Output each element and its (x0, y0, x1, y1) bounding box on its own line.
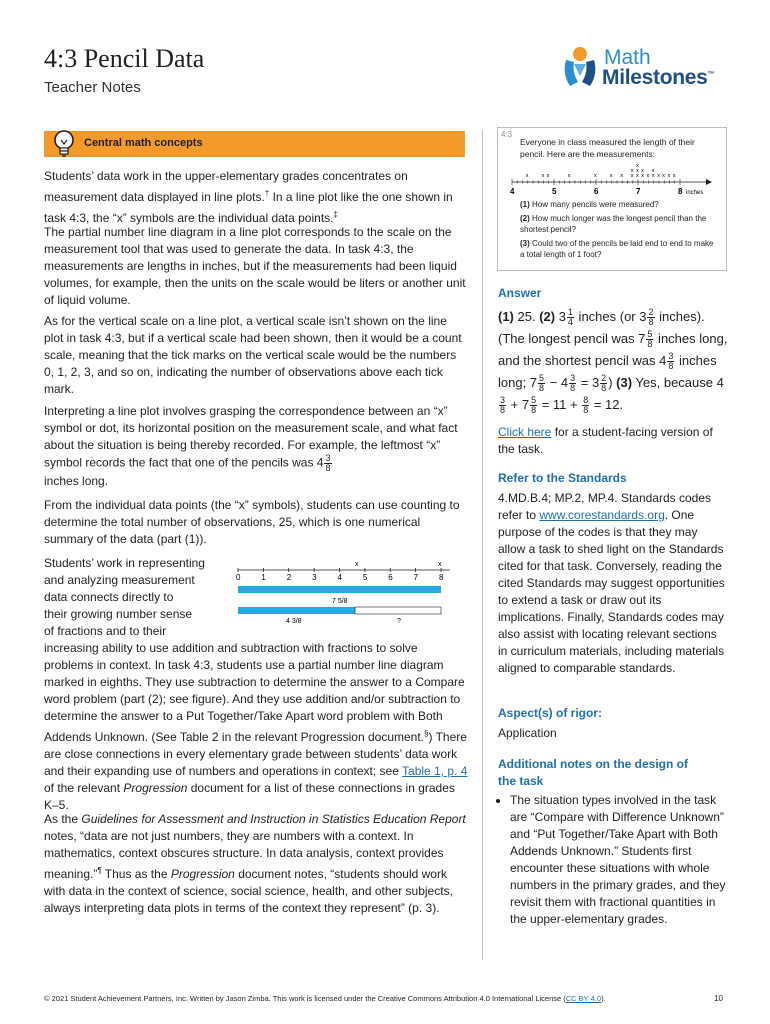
math-milestones-logo (560, 44, 730, 94)
footnote-mark-dagger: † (264, 189, 270, 198)
p7-emphasis-guidelines: Guidelines for Assessment and Instruction in Statistics Education Report (81, 812, 466, 826)
fraction-numerator: 3 (325, 453, 331, 463)
fraction-denominator: 8 (570, 383, 576, 394)
line-plot-x-mark: x (630, 173, 634, 179)
line-plot-x-mark: x (567, 173, 571, 179)
fraction (530, 396, 537, 415)
p6-text-b: ) There are close connections in every elementary grade between students’ data work and their expanding use of numbers and operations in context; see (44, 730, 467, 778)
figure-mark: x (355, 561, 359, 568)
answer-text: − 4 (546, 375, 569, 390)
line-plot-x-mark: x (630, 168, 634, 174)
fraction-denominator: 8 (647, 339, 653, 350)
line-plot-x-mark: x (636, 173, 639, 179)
line-plot-x-mark: x (636, 163, 639, 169)
central-concepts-label: Central math concepts (84, 137, 203, 149)
figure-tick-label: 5 (362, 573, 368, 582)
fraction-denominator: 8 (539, 383, 545, 394)
q2-text: How much longer was the longest pencil than the shortest pencil? (520, 214, 707, 234)
fraction-denominator: 8 (601, 383, 607, 394)
figure-mark: x (438, 561, 442, 568)
line-plot-x-mark: x (620, 173, 623, 179)
figure-tick-label: 4 (337, 573, 342, 582)
fraction-numerator: 2 (601, 373, 607, 384)
student-version-link[interactable]: Click here (498, 425, 552, 439)
task-question-2 (520, 213, 720, 235)
footer-end: ). (601, 994, 606, 1003)
body-paragraph-1 (44, 168, 468, 227)
p6-text-d: document for a list of these connections in grades K–5. (44, 781, 455, 812)
figure-tick-label: 1 (261, 573, 266, 582)
answer-text: inches long; 7 (498, 353, 717, 390)
rigor-heading: Aspect(s) of rigor: (498, 706, 603, 720)
figure-tick-label: 2 (286, 573, 292, 582)
p1-text-b: In a line plot like the one shown in task 4:3, the “x” symbols are the individual data points. (44, 190, 453, 225)
figure-bar2-label: 4 3/8 (286, 618, 302, 625)
line-plot-x-mark: x (672, 173, 676, 179)
line-plot-ticks (510, 179, 683, 196)
answer-text: ) (608, 375, 617, 390)
fraction-denominator: 8 (531, 405, 537, 416)
p6-line: of fractions and to their (44, 624, 167, 638)
p6-line: Students’ work in representing (44, 556, 205, 570)
answer-text: = 12. (590, 397, 624, 412)
logo-word-math: Math (604, 46, 651, 69)
page-title: 4:3 Pencil Data (44, 44, 205, 73)
student-version-text: for a student-facing version of the task. (498, 425, 713, 456)
p6-line: and analyzing measurement (44, 573, 195, 587)
fraction-numerator: 3 (570, 373, 576, 384)
line-plot-x-mark: x (594, 173, 597, 179)
line-plot-x-mark: x (546, 173, 550, 179)
compare-bar-figure (232, 560, 457, 632)
figure-bar-shortest (238, 607, 355, 614)
line-plot-x-mark: x (525, 173, 529, 179)
fraction-numerator: 3 (500, 395, 506, 406)
standards-text-b: . One purpose of the codes is that they may allow a task to shed light on the Standards cited for that task. Conversely, reading the cited Standards may suggest opportunities to extend a task or draw out its implications. Finally, Standards codes may also assist with locating relevant sections in curriculum materials, including materials aligned to comparable standards. (498, 508, 725, 675)
axis-unit-label: inches (686, 190, 704, 196)
page-subtitle: Teacher Notes (44, 79, 141, 96)
line-plot-x-mark: x (609, 173, 613, 179)
body-paragraph-2: The partial number line diagram in a line plot corresponds to the scale on the measurement tool that was used to generate the data. In task 4:3, the measurements are lengths in inches, but if the measurements had been liquid volumes, for example, then the units on the scale would be liters or another unit of liquid volume. (44, 225, 466, 307)
rigor-text: Application (498, 726, 557, 740)
answer-text (498, 306, 730, 416)
fraction (667, 352, 674, 371)
line-plot-x-mark: x (657, 173, 660, 179)
line-plot-dots (526, 163, 676, 179)
line-plot-x-mark: x (651, 173, 655, 179)
line-plot-x-mark: x (636, 168, 639, 174)
fraction (569, 374, 576, 393)
q3-number: (3) (520, 239, 530, 248)
answer-part-3: (3) (616, 375, 633, 390)
figure-tick-label: 3 (312, 573, 317, 582)
task-question-1 (520, 199, 720, 210)
p7-text-b: notes, “data are not just numbers, they are numbers with a context. In mathematics, context obscures structure. In data analysis, context provides meaning.” (44, 829, 444, 881)
fraction-numerator: 1 (567, 307, 573, 318)
body-paragraph-6-wrapped-lines (44, 555, 224, 640)
p7-text-c: Thus as the (101, 867, 171, 881)
task-number: 4:3 (501, 130, 513, 139)
body-paragraph-7 (44, 811, 468, 917)
figure-tick-label: 8 (439, 573, 444, 582)
answer-part-2: (2) (539, 309, 556, 324)
p1-text-a: Students’ data work in the upper-elementary grades concentrates on measurement data displayed in line plots. (44, 169, 408, 204)
line-plot-x-mark: x (641, 168, 644, 174)
central-concepts-bar (44, 131, 465, 157)
body-paragraph-6-rest (44, 640, 468, 814)
task-line-plot (506, 162, 724, 198)
fraction-denominator: 4 (567, 317, 573, 328)
line-plot-tick-label: 8 (678, 187, 683, 196)
p6-line: data connects directly to (44, 590, 174, 604)
fraction (567, 308, 574, 327)
figure-tick-label: 0 (236, 573, 241, 582)
fraction-numerator: 5 (647, 329, 653, 340)
answer-text: + 7 (507, 397, 530, 412)
line-plot-x-mark: x (641, 173, 644, 179)
fraction-numerator: 5 (539, 373, 545, 384)
answer-text: inches). (The longest pencil was 7 (498, 309, 705, 346)
answer-heading: Answer (498, 286, 542, 300)
standards-text (498, 490, 726, 677)
p4-text-a: Interpreting a line plot involves grasping the correspondence between an “x” symbol or dot, its horizontal position on the measurement scale, and what fact about the situation is being thereby recorded. For example, the leftmost “x” symbol records the fact that one of the pencils was 4 (44, 404, 458, 470)
fraction-3-8 (324, 454, 331, 473)
fraction (646, 330, 653, 349)
cc-license-link[interactable]: CC BY 4.0 (565, 994, 602, 1003)
standards-text-a: 4.MD.B.4; MP.2, MP.4. Standards codes refer to (498, 491, 711, 522)
fraction-numerator: 3 (668, 351, 674, 362)
line-plot-x-mark: x (662, 173, 665, 179)
design-note-bullet: • The situation types involved in the task are “Compare with Difference Unknown” and “Put Together/Take Apart with Both Addends Unknown.” Students first encounter these situations with whole numbers in the primary grades, and they revisit them with fractional quantities in the upper-elementary grades. (510, 792, 726, 928)
column-divider (482, 130, 483, 960)
footer-license (44, 994, 606, 1003)
standards-heading: Refer to the Standards (498, 471, 627, 485)
student-version-note (498, 424, 726, 458)
answer-text-1: 25. (513, 309, 540, 324)
figure-bar-longest (238, 586, 441, 593)
footnote-mark-section: § (424, 729, 429, 738)
answer-text: = 11 + (538, 397, 582, 412)
figure-bar1-label: 7 5/8 (332, 598, 348, 605)
task-box (497, 127, 727, 271)
design-notes-heading: Additional notes on the design of the task (498, 757, 688, 788)
body-paragraph-4 (44, 403, 468, 490)
logo-mark-icon (560, 46, 600, 90)
p6-text-a: increasing ability to use addition and subtraction with fractions to solve problems in context. In task 4:3, students use a partial number line diagram marked in eighths. They use subtraction to determine the answer to a Compare word problem (part (2); see figure). And they use addition and/or subtraction to determine the answer to a Put Together/Take Apart word problem with Both Addends Unknown. (See Table 2 in the relevant Progression document. (44, 641, 465, 744)
task-question-3 (520, 238, 720, 260)
answer-text: = 3 (577, 375, 600, 390)
fraction-denominator: 8 (668, 361, 674, 372)
line-plot-tick-label: 5 (552, 187, 557, 196)
p7-text-d: document notes, “students should work with data in the context of science, social science, health, and other subjects, always interpreting data plots in terms of the context they represent” (p. 3). (44, 867, 453, 915)
logo-trademark: ™ (707, 71, 715, 78)
fraction-numerator: 8 (583, 395, 589, 406)
line-plot-tick-label: 4 (510, 187, 515, 196)
footer-text: © 2021 Student Achievement Partners, Inc. Written by Jason Zimba. This work is licensed under the Creative Commons Attribution 4.0 International License ( (44, 994, 566, 1003)
body-paragraph-3: As for the vertical scale on a line plot, a vertical scale isn’t shown on the line plot in task 4:3, but if a vertical scale had been shown, then it would be a count scale, meaning that the tick marks on the vertical scale would be the numbers 0, 1, 2, 3, and so on, indicating the number of observations above each tick mark. (44, 314, 462, 396)
p6-emphasis: Progression (123, 781, 188, 795)
answer-text: inches long, and the shortest pencil was 4 (498, 331, 728, 368)
fraction (582, 396, 589, 415)
table-1-link[interactable]: Table 1, p. 4 (402, 764, 468, 778)
figure-unknown-label: ? (397, 618, 401, 625)
line-plot-x-mark: x (646, 173, 650, 179)
footnote-mark-pilcrow: ¶ (97, 866, 102, 875)
corestandards-link[interactable]: www.corestandards.org (539, 508, 665, 522)
line-plot-tick-label: 6 (594, 187, 599, 196)
fraction (647, 308, 654, 327)
line-plot-x-mark: x (541, 173, 545, 179)
fraction-denominator: 8 (583, 405, 589, 416)
answer-text: 3 (555, 309, 566, 324)
design-notes-list (498, 792, 726, 928)
body-paragraph-5: From the individual data points (the “x” symbols), students can use counting to determine the total number of observations, 25, which is one numerical summary of the data (part (1)). (44, 498, 460, 546)
line-plot-x-mark: x (667, 173, 671, 179)
q3-text: Could two of the pencils be laid end to end to make a total length of 1 foot? (520, 239, 714, 259)
q1-number: (1) (520, 200, 530, 209)
answer-text: Yes, because 4 (632, 375, 724, 390)
figure-bar-unknown (355, 607, 441, 614)
fraction (600, 374, 607, 393)
line-plot-x-mark: x (651, 168, 655, 174)
fraction (538, 374, 545, 393)
p4-text-b: inches long. (44, 474, 109, 488)
logo-word-milestones-text: Milestones (602, 66, 708, 89)
footnote-mark-double-dagger: ‡ (333, 210, 338, 219)
figure-tick-label: 6 (388, 573, 393, 582)
answer-text: inches (or 3 (574, 309, 647, 324)
fraction-numerator: 2 (648, 307, 654, 318)
p6-line: their growing number sense (44, 607, 193, 621)
line-plot-tick-label: 7 (636, 187, 641, 196)
q2-number: (2) (520, 214, 530, 223)
answer-part-1: (1) (498, 309, 514, 324)
axis-arrow-icon (706, 179, 712, 185)
fraction (499, 396, 506, 415)
fraction-numerator: 5 (531, 395, 537, 406)
p7-text-a: As the (44, 812, 82, 826)
figure-tick-label: 7 (413, 573, 419, 582)
fraction-denominator: 8 (500, 405, 506, 416)
task-intro: Everyone in class measured the length of their pencil. Here are the measurements: (520, 137, 695, 159)
fraction-denominator: 8 (648, 317, 654, 328)
logo-word-milestones (602, 66, 714, 90)
q1-text: How many pencils were measured? (532, 200, 659, 209)
p7-emphasis-progression: Progression (170, 867, 235, 881)
page-number: 10 (714, 994, 723, 1003)
fraction-denominator: 8 (325, 463, 331, 473)
lightbulb-icon (52, 128, 76, 160)
p6-text-c: of the relevant (44, 781, 124, 795)
